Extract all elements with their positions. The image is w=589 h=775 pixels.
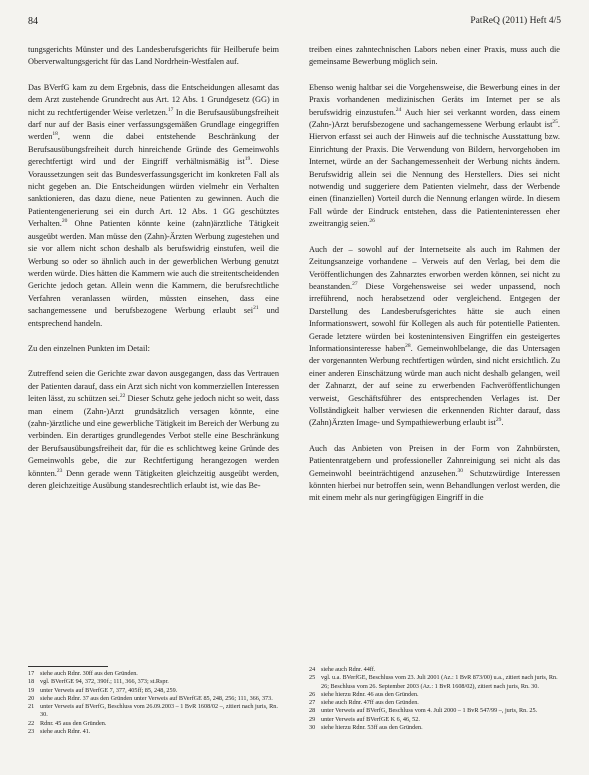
left-column bbox=[28, 44, 279, 505]
footnote-number: 22 bbox=[28, 719, 35, 727]
footnote-ref: 19 bbox=[244, 156, 251, 163]
footnote bbox=[28, 695, 279, 703]
footnote-text: siehe auch Rdnr. 41. bbox=[40, 728, 91, 736]
footnote-ref: 29 bbox=[495, 417, 502, 424]
paragraph-text: Ohne Patienten könnte keine (zahn)ärztliche Tätigkeit ausgeübt werden. Man müsse den (Zahn)-Ärzten Werbung zugestehen und sie vor allem nicht schon deshalb als berufswidrig einstufen, weil die Werbung so oder so ähnlich auch in der gewerblichen Werbung genutzt werden würde. Dies hätten die Kammern wie auch die streitentscheidenden Gerichte jedoch getan. Allein wenn die Kammern, die berufsrechtliche Verfahren veranlassen würden, müssten einsehen, dass eine sachangemessene und berufsbezogene Werbung erlaubt sei bbox=[28, 219, 279, 316]
footnote-number: 30 bbox=[309, 724, 316, 732]
paragraph-text: . Diese Voraussetzungen seit das Bundesverfassungsgericht im konkreten Fall als nicht gegeben an. Die Entscheidungen würden vielmehr ein Verhalten sanktionieren, das dazu diene, neue Patienten zu gewinnen. Auch die Patientengenerierung sei ein durch Art. 12 Abs. 1 GG geschütztes Verhalten. bbox=[28, 157, 279, 229]
footnote-text: Rdnr. 45 aus den Gründen. bbox=[40, 719, 107, 727]
footnote-text: unter Verweis auf BVerfG, Beschluss vom 4. Juli 2000 – 1 BvR 547/99 –, juris, Rn. 25. bbox=[321, 707, 538, 715]
page-number: 84 bbox=[28, 16, 38, 27]
paragraph-text: . Hiervon erfasst sei auch der Hinweis auf die technische Ausstattung bzw. Einrichtung der Praxis. Die Verwendung von Bildern, hervorgehoben im Internet, würde an der Sachangemessenheit der Werbung nichts ändern. Berufswidrig allein sei die Nennung des Herstellers. Dies sei nicht notwendig und suggeriere dem Patienten vielmehr, dass der Werbende einen (finanziellen) Vorteil durch die Nennung erlangen würde. In diesem Fall würde der Eindruck entstehen, dass die Patienteninteressen eher zweitrangig seien. bbox=[309, 120, 560, 229]
footnote-number: 18 bbox=[28, 678, 35, 686]
footnote-text: siehe hierzu Rdnr. 46 aus den Gründen. bbox=[321, 690, 419, 698]
paragraph-text: treiben eines zahntechnischen Labors neben einer Praxis, muss auch die gemeinsame Bewerbung möglich sein. bbox=[309, 45, 560, 67]
paragraph-text: Dieser Schutz gehe jedoch nicht so weit, dass man einem (Zahn-)Arzt grundsätzlich versagen könnte, eine (zahn-)ärztliche und eine gewerbliche Tätigkeit im Bereich der Werbung zu verbinden. Ein derartiges grundlegendes Verbot stelle eine Beschränkung der Berufsausübungsfreiheit dar, für die es schlichtweg keine Gründe des Gemeinwohls gebe, die zur Rechtfertigung herangezogen werden könnten. bbox=[28, 394, 279, 478]
paragraph-text: Zu den einzelnen Punkten im Detail: bbox=[28, 343, 150, 353]
footnote-ref: 20 bbox=[61, 218, 68, 225]
footnote bbox=[28, 678, 279, 686]
paragraph-text: Das BVerfG kam zu dem Ergebnis, dass die Entscheidungen allesamt das dem Arzt zustehende Grundrecht aus Art. 12 Abs. 1 Grundgesetz (GG) in nicht zu rechtfertigender Weise verletzen. bbox=[28, 82, 279, 117]
footnote-text: siehe auch Rdnr. 30ff aus den Gründen. bbox=[40, 670, 138, 677]
footnote-number: 19 bbox=[28, 686, 35, 694]
footnote-text: unter Verweis auf BVerfGE 7, 377, 405ff; 85, 248, 259. bbox=[40, 686, 178, 694]
footnote-ref: 30 bbox=[457, 467, 463, 474]
paragraph-text: Zutreffend seien die Gerichte zwar davon ausgegangen, dass das Vertrauen der Patienten darauf, dass ein Arzt sich nicht von kommerziellen Interessen leiten lässt, zu schützen sei. bbox=[28, 369, 279, 404]
footnote bbox=[28, 720, 279, 728]
footnote-ref: 23 bbox=[56, 467, 63, 474]
paragraph-text: Ebenso wenig haltbar sei die Vorgehensweise, die Bewerbung eines in der Praxis vorhandenen medizinischen Geräts im Internet per se als berufswidrig einzustufen. bbox=[309, 82, 560, 117]
paragraph bbox=[309, 44, 560, 69]
footnote-text: siehe auch Rdnr. 37 aus den Gründen unter Verweis auf BVerfGE 85, 248, 256; 111, 366, 373. bbox=[40, 694, 273, 702]
footnote-separator bbox=[28, 666, 108, 667]
paragraph bbox=[309, 82, 560, 231]
paragraph-text: , wenn die dabei entstehende Beschränkung der Berufsausübungsfreiheit durch hinreichende Gründe des Gemeinwohls gerechtfertigt wird und der Eingriff verhältnismäßig ist bbox=[28, 132, 279, 167]
paragraph-text: . bbox=[501, 418, 504, 428]
footnote-ref: 26 bbox=[369, 218, 375, 225]
footnote bbox=[309, 666, 560, 674]
footnote bbox=[28, 670, 279, 678]
footnote bbox=[28, 728, 279, 736]
footnote-number: 17 bbox=[28, 670, 35, 677]
footnote-number: 29 bbox=[309, 715, 316, 723]
footnote-ref: 24 bbox=[395, 106, 402, 113]
paragraph-text: Auch der – sowohl auf der Internetseite als auch im Rahmen der Zeitungsanzeige vorhandene – Verweis auf den Verlag, bei dem die Veröffentlichungen des Zahnarztes erworben werden können, sei nicht zu beanstanden. bbox=[309, 244, 560, 291]
footnote bbox=[309, 699, 560, 707]
paragraph-text: Diese Vorgehensweise sei weder unpassend, noch irreführend, noch herabsetzend oder vergleichend. Entgegen der Darstellung des Landesberufsgerichtes hätte sie auch einen Informationswert, sowohl für Kollegen als auch für potentielle Patienten. Gerade letztere würden bei kostenintensiven Eingriffen ein gesteigertes Informationsinteresse haben bbox=[309, 281, 560, 353]
footnote-number: 23 bbox=[28, 728, 35, 736]
footnote bbox=[28, 687, 279, 695]
footnote-ref: 21 bbox=[253, 305, 259, 312]
footnote bbox=[309, 674, 560, 691]
footnote-ref: 18 bbox=[52, 131, 58, 138]
footnote bbox=[309, 716, 560, 724]
footnote-text: siehe hierzu Rdnr. 53ff aus den Gründen. bbox=[321, 724, 423, 732]
footnote-number: 21 bbox=[28, 703, 35, 711]
paragraph-text: und entsprechend handeln. bbox=[28, 306, 279, 328]
footnote bbox=[28, 703, 279, 720]
right-column bbox=[309, 44, 560, 518]
paragraph bbox=[28, 368, 279, 492]
footnote-text: unter Verweis auf BVerfG, Beschluss vom 26.09.2003 – 1 BvR 1608/02 –, zitiert nach juris, Rn. 30. bbox=[40, 703, 278, 719]
footnote-text: siehe auch Rdnr. 47ff aus den Gründen. bbox=[321, 699, 419, 707]
paragraph bbox=[28, 343, 279, 355]
footnote-text: vgl. u.a. BVerfGE, Beschluss vom 23. Juli 2001 (Az.: 1 BvR 873/00) u.a., zitiert nach juris, Rn. 26; Beschluss vom 26. September 2003 (Az.: 1 BvR 1608/02), zitiert nach juris, Rn. 30. bbox=[321, 674, 558, 690]
footnote-number: 25 bbox=[309, 674, 316, 682]
footnote-ref: 17 bbox=[167, 106, 174, 113]
paragraph bbox=[309, 244, 560, 430]
footnote bbox=[309, 691, 560, 699]
footnote-number: 24 bbox=[309, 666, 316, 673]
footnote-ref: 25 bbox=[552, 119, 558, 126]
paragraph bbox=[28, 82, 279, 330]
paragraph bbox=[28, 44, 279, 69]
paragraph-text: tungsgerichts Münster und des Landesberufsgerichts für Heilberufe beim Oberverwaltungsgericht für das Land Nordrhein-Westfalen auf. bbox=[28, 45, 279, 67]
paragraph-text: . Gemeinwohlbelange, die das Untersagen der vorgenannten Werbung rechtfertigen würden, sind nicht ersichtlich. Zu einer anderen Einschätzung würde man auch nicht deshalb gelangen, weil der Zahnarzt, der auf seine zu erwerbenden Fachveröffentlichungen verweist, Geschäftsführer des entsprechenden Verlages ist. Der Vollständigkeit halber verwiesen die erkennenden Richter darauf, dass (Zahn)Ärzten Image- und Sympathiewerbung erlaubt ist bbox=[309, 343, 560, 428]
journal-header: PatReQ (2011) Heft 4/5 bbox=[470, 16, 561, 26]
paragraph-text: Denn gerade wenn Tätigkeiten gleichzeitig ausgeübt werden, deren gleichzeitige Ausübung standesrechtlich erlaubt ist, wie das Be- bbox=[28, 468, 279, 490]
footnotes-left bbox=[28, 666, 279, 736]
paragraph bbox=[309, 443, 560, 505]
footnote-number: 28 bbox=[309, 707, 316, 715]
paragraph-text: Schutzwürdige Interessen könnten hierbei nur betroffen sein, wenn Behandlungen verlost werden, die mit einem mehr als nur geringfügigen Eingriff in die bbox=[309, 468, 560, 503]
paragraph-text: In die Berufsausübungsfreiheit darf nur auf der Basis einer verfassungsgemäßen Grundlage eingegriffen werden bbox=[28, 107, 279, 142]
footnote-number: 27 bbox=[309, 699, 316, 707]
footnote-number: 26 bbox=[309, 690, 316, 698]
paragraph-text: Auch das Anbieten von Preisen in der Form von Zahnbürsten, Patientenratgebern und professioneller Zahnreinigung sei nicht als das Gemeinwohl beeinträchtigend anzusehen. bbox=[309, 443, 560, 478]
footnotes-right bbox=[309, 666, 560, 732]
footnote-ref: 28 bbox=[405, 343, 411, 350]
footnote-ref: 27 bbox=[352, 281, 358, 288]
footnote bbox=[309, 724, 560, 732]
footnote-text: unter Verweis auf BVerfGE K 6, 46, 52. bbox=[321, 715, 420, 723]
footnote-number: 20 bbox=[28, 694, 35, 702]
footnote-ref: 22 bbox=[119, 393, 126, 400]
paragraph-text: Auch hier sei verkannt worden, dass einem (Zahn-)Arzt berufsbezogene und sachangemessene Werbung erlaubt ist bbox=[309, 107, 560, 130]
footnote bbox=[309, 707, 560, 715]
footnote-text: siehe auch Rdnr. 44ff. bbox=[321, 666, 376, 673]
footnote-text: vgl. BVerfGE 94, 372, 390f.; 111, 366, 373; st.Rspr. bbox=[40, 678, 169, 686]
